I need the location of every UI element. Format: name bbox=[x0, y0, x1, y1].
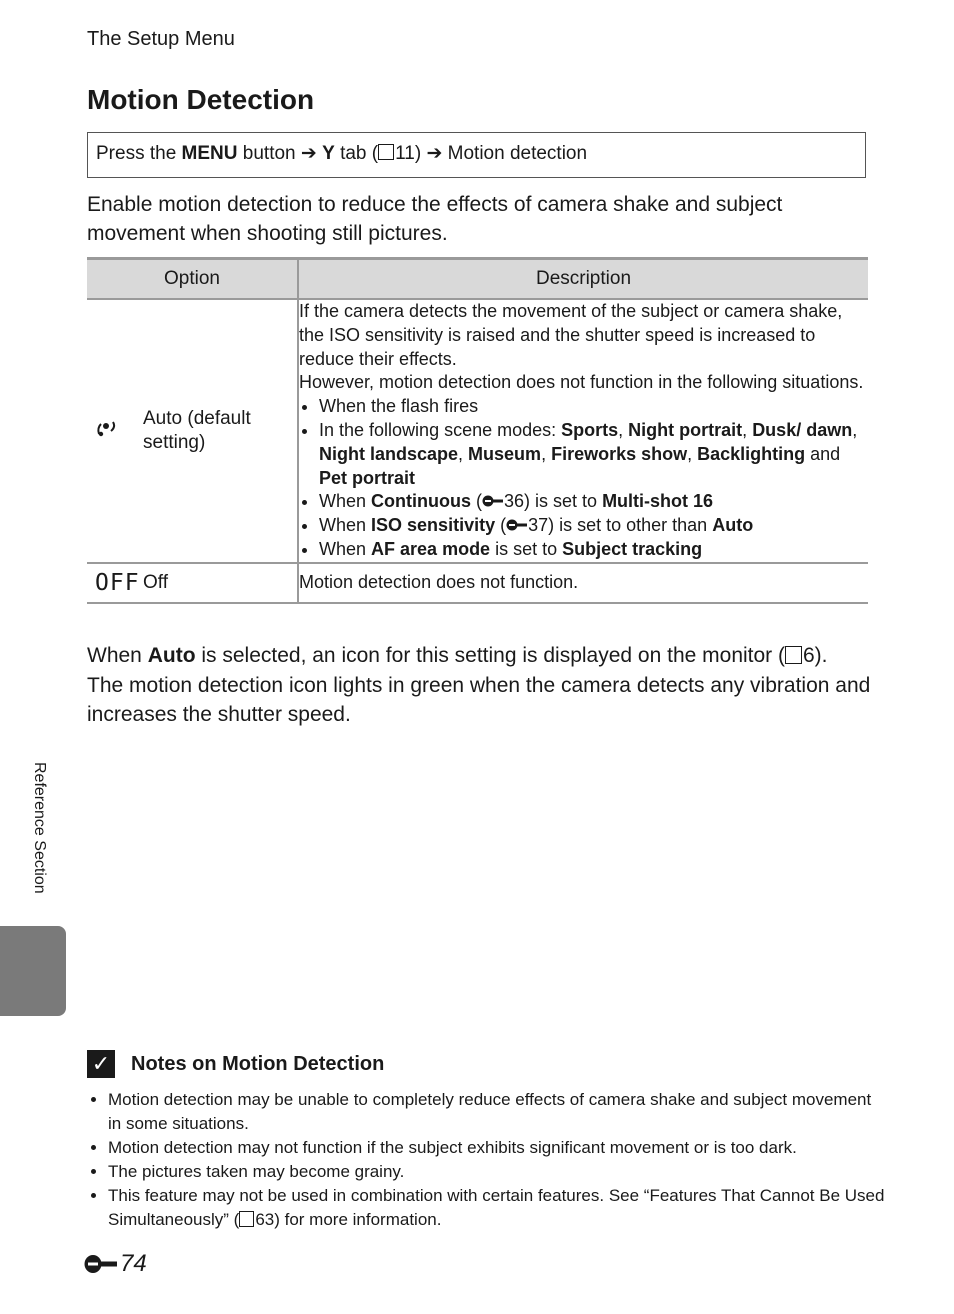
table-row-auto bbox=[87, 299, 868, 563]
after-text bbox=[87, 641, 877, 730]
option-off bbox=[87, 563, 298, 603]
e-ref-icon bbox=[84, 1254, 118, 1274]
arrow-right-icon: ➔ bbox=[426, 143, 443, 164]
list-item: • When Continuous ( 36) is set to Multi-shot 16 bbox=[319, 490, 868, 514]
page-number-text: 74 bbox=[120, 1250, 147, 1277]
list-item: • Motion detection may be unable to completely reduce effects of camera shake and subject movement in some situations. bbox=[108, 1088, 888, 1136]
wrench-tab-icon: Y bbox=[322, 143, 335, 164]
list-item: • When ISO sensitivity ( 37) is set to other than Auto bbox=[319, 514, 868, 538]
menu-path-box bbox=[87, 132, 866, 178]
list-item: • The pictures taken may become grainy. bbox=[108, 1160, 888, 1184]
check-icon: ✓ bbox=[87, 1050, 115, 1078]
side-label: Reference Section bbox=[31, 762, 48, 894]
page-number bbox=[84, 1250, 147, 1278]
menu-button-icon: MENU bbox=[181, 143, 238, 164]
arrow-right-icon: ➔ bbox=[300, 143, 317, 164]
motion-detection-icon bbox=[87, 418, 143, 444]
options-table bbox=[87, 257, 868, 604]
header-option: Option bbox=[87, 259, 298, 300]
list-item: • This feature may not be used in combination with certain features. See “Features That Cannot Be Used Simultaneously” ( 63) for more information. bbox=[108, 1184, 888, 1232]
notes-heading bbox=[87, 1050, 384, 1078]
off-icon: OFF bbox=[95, 569, 140, 596]
table-row-off bbox=[87, 563, 868, 603]
intro-paragraph: Enable motion detection to reduce the effects of camera shake and subject movement when shooting still pictures. bbox=[87, 193, 783, 245]
menu-path-tab: tab ( bbox=[340, 143, 379, 164]
e-ref-icon bbox=[482, 495, 504, 507]
description-auto bbox=[298, 299, 868, 563]
after-paragraph-1: When Auto is selected, an icon for this setting is displayed on the monitor ( 6). bbox=[87, 644, 828, 667]
book-ref-icon bbox=[785, 646, 802, 664]
desc-paragraph-1: If the camera detects the movement of the subject or camera shake, the ISO sensitivity is raised and the shutter speed is increased to reduce their effects. bbox=[299, 301, 843, 369]
section-header: The Setup Menu bbox=[87, 28, 235, 50]
book-ref-icon bbox=[239, 1211, 254, 1227]
book-ref-icon bbox=[378, 144, 394, 160]
after-paragraph-2: The motion detection icon lights in green when the camera detects any vibration and increases the shutter speed. bbox=[87, 673, 871, 726]
list-item: • Motion detection may not function if the subject exhibits significant movement or is too dark. bbox=[108, 1136, 888, 1160]
list-item: • When the flash fires bbox=[319, 395, 868, 419]
notes-heading-text: Notes on Motion Detection bbox=[131, 1052, 385, 1075]
option-off-label: Off bbox=[143, 571, 168, 593]
e-ref-icon bbox=[506, 519, 528, 531]
list-item: • When AF area mode is set to Subject tracking bbox=[319, 538, 868, 562]
side-tab bbox=[0, 926, 66, 1016]
list-item: • In the following scene modes: Sports, Night portrait, Dusk/ dawn, Night landscape, Museum, Fireworks show, Backlighting and Pet portrait bbox=[319, 419, 868, 490]
option-auto bbox=[87, 299, 298, 563]
description-off: Motion detection does not function. bbox=[298, 563, 868, 603]
page-title: Motion Detection bbox=[87, 84, 315, 115]
option-auto-label-2: setting) bbox=[143, 431, 206, 453]
header-description: Description bbox=[298, 259, 868, 300]
menu-path-button: button bbox=[242, 143, 296, 164]
notes-list bbox=[87, 1088, 888, 1232]
menu-path-item: Motion detection bbox=[447, 143, 588, 164]
menu-path-press: Press the bbox=[96, 143, 177, 164]
menu-path-ref: 11) bbox=[395, 143, 422, 164]
option-auto-label-1: Auto (default bbox=[143, 407, 251, 429]
desc-paragraph-2: However, motion detection does not function in the following situations. bbox=[299, 372, 864, 393]
